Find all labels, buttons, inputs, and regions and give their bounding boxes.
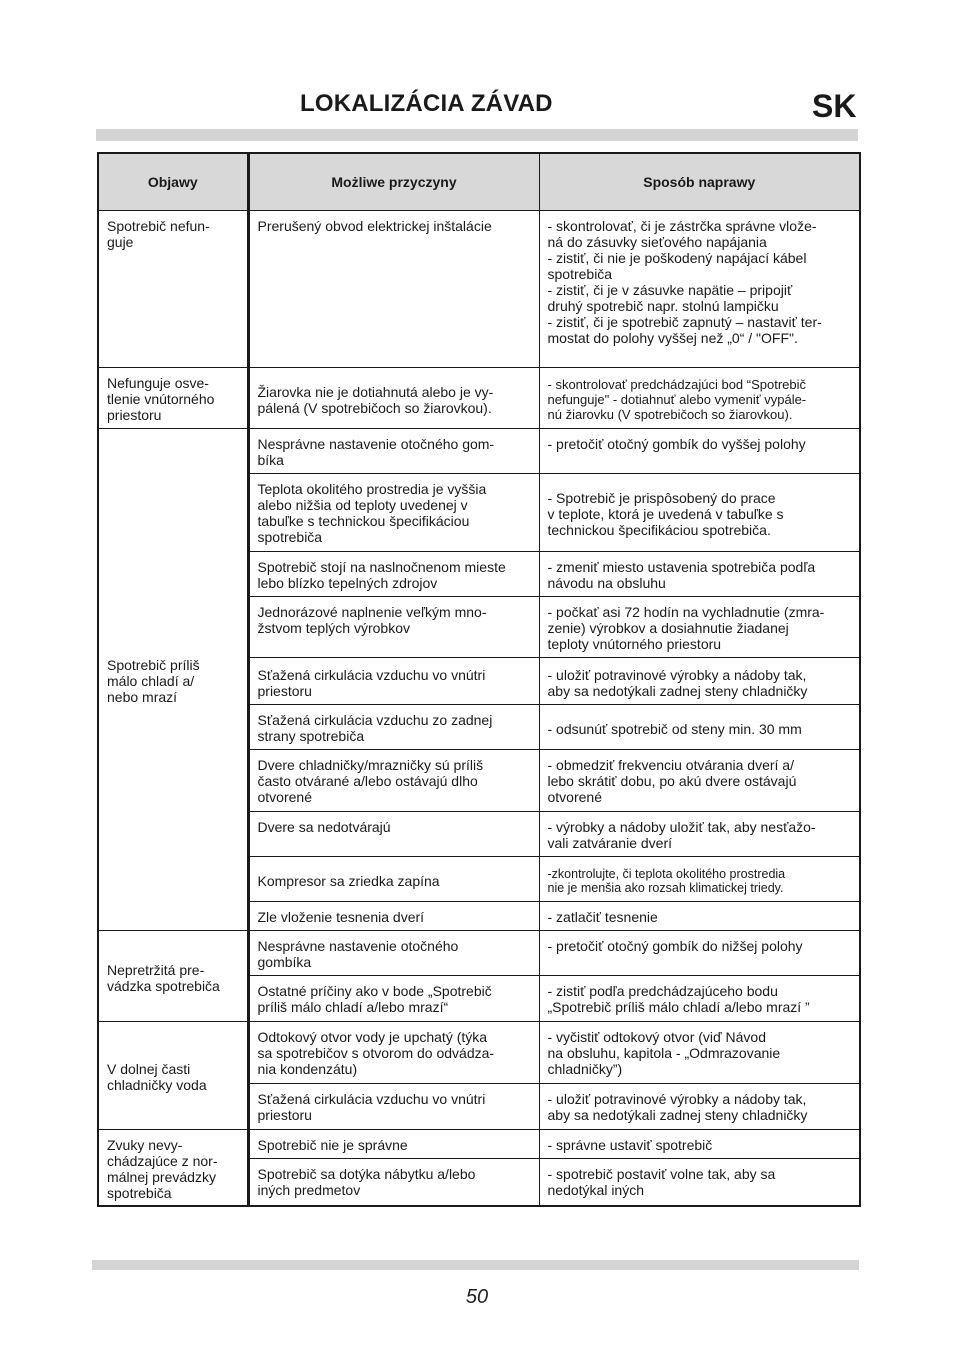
remedy-cell: - odsunúť spotrebič od steny min. 30 mm xyxy=(539,705,860,750)
header-divider xyxy=(96,129,858,141)
cause-cell: Sťažená cirkulácia vzduchu vo vnútri priestoru xyxy=(248,658,539,705)
table-row xyxy=(98,1022,860,1084)
cause-cell: Jednorázové naplnenie veľkým mno- žstvom teplých výrobkov xyxy=(248,597,539,658)
column-header-symptoms: Objawy xyxy=(98,153,248,211)
troubleshooting-table xyxy=(97,152,861,1207)
cause-cell: Spotrebič stojí na naslnočnenom mieste lebo blízko tepelných zdrojov xyxy=(248,552,539,597)
cause-cell: Ostatné príčiny ako v bode „Spotrebič príliš málo chladí a/lebo mrazí“ xyxy=(248,976,539,1022)
cause-cell: Odtokový otvor vody je upchatý (týka sa spotrebičov s otvorom do odvádza- nia kondenzátu) xyxy=(248,1022,539,1084)
remedy-cell: - správne ustaviť spotrebič xyxy=(539,1130,860,1159)
remedy-cell: - počkať asi 72 hodín na vychladnutie (zmra- zenie) výrobkov a dosiahnutie žiadanej teploty vnútorného priestoru xyxy=(539,597,860,658)
symptom-cell: Nefunguje osve- tlenie vnútorného priestoru xyxy=(98,368,248,429)
remedy-cell: - zatlačiť tesnenie xyxy=(539,902,860,931)
cause-cell: Prerušený obvod elektrickej inštalácie xyxy=(248,211,539,368)
table-row xyxy=(98,429,860,474)
symptom-cell: V dolnej časti chladničky voda xyxy=(98,1022,248,1130)
table-row xyxy=(98,1130,860,1159)
cause-cell: Sťažená cirkulácia vzduchu vo vnútri priestoru xyxy=(248,1084,539,1130)
remedy-cell: - vyčistiť odtokový otvor (viď Návod na obsluhu, kapitola - „Odmrazovanie chladničky”) xyxy=(539,1022,860,1084)
column-header-remedy: Sposób naprawy xyxy=(539,153,860,211)
remedy-cell: - uložiť potravinové výrobky a nádoby tak, aby sa nedotýkali zadnej steny chladničky xyxy=(539,1084,860,1130)
cause-cell: Žiarovka nie je dotiahnutá alebo je vy- pálená (V spotrebičoch so žiarovkou). xyxy=(248,368,539,429)
symptom-cell: Spotrebič príliš málo chladí a/ nebo mrazí xyxy=(98,429,248,931)
remedy-cell: - zmeniť miesto ustavenia spotrebiča podľa návodu na obsluhu xyxy=(539,552,860,597)
table-row xyxy=(98,931,860,976)
table-header-row xyxy=(98,153,860,211)
table-row xyxy=(98,211,860,368)
table-row xyxy=(98,368,860,429)
footer-divider xyxy=(92,1260,859,1270)
remedy-cell: - pretočiť otočný gombík do nižšej polohy xyxy=(539,931,860,976)
remedy-cell: - skontrolovať predchádzajúci bod “Spotrebič nefunguje" - dotiahnuť alebo vymeniť vypále- nú žiarovku (V spotrebičoch so žiarovkou). xyxy=(539,368,860,429)
language-code: SK xyxy=(812,88,857,124)
cause-cell: Spotrebič nie je správne xyxy=(248,1130,539,1159)
cause-cell: Sťažená cirkulácia vzduchu zo zadnej strany spotrebiča xyxy=(248,705,539,750)
cause-cell: Nesprávne nastavenie otočného gom- bíka xyxy=(248,429,539,474)
cause-cell: Zle vloženie tesnenia dverí xyxy=(248,902,539,931)
symptom-cell: Spotrebič nefun- guje xyxy=(98,211,248,368)
symptom-cell: Zvuky nevy- chádzajúce z nor- málnej prevádzky spotrebiča xyxy=(98,1130,248,1207)
remedy-cell: - spotrebič postaviť volne tak, aby sa nedotýkal iných xyxy=(539,1159,860,1206)
cause-cell: Spotrebič sa dotýka nábytku a/lebo iných predmetov xyxy=(248,1159,539,1206)
remedy-cell: - pretočiť otočný gombík do vyššej polohy xyxy=(539,429,860,474)
remedy-cell: -zkontrolujte, či teplota okolitého prostredia nie je menšia ako rozsah klimatickej triedy. xyxy=(539,857,860,902)
page-title: LOKALIZÁCIA ZÁVAD xyxy=(300,90,553,117)
cause-cell: Kompresor sa zriedka zapína xyxy=(248,857,539,902)
remedy-cell: - Spotrebič je prispôsobený do prace v teplote, ktorá je uvedená v tabuľke s technickou špecifikáciou spotrebiča. xyxy=(539,474,860,552)
cause-cell: Nesprávne nastavenie otočného gombíka xyxy=(248,931,539,976)
remedy-cell: - zistiť podľa predchádzajúceho bodu „Spotrebič príliš málo chladí a/lebo mrazí ” xyxy=(539,976,860,1022)
symptom-cell: Nepretržitá pre- vádzka spotrebiča xyxy=(98,931,248,1022)
remedy-cell: - uložiť potravinové výrobky a nádoby tak, aby sa nedotýkali zadnej steny chladničky xyxy=(539,658,860,705)
remedy-cell: - výrobky a nádoby uložiť tak, aby nesťažo- vali zatváranie dverí xyxy=(539,812,860,857)
column-header-causes: Możliwe przyczyny xyxy=(248,153,539,211)
page-number: 50 xyxy=(465,1286,489,1308)
cause-cell: Teplota okolitého prostredia je vyššia alebo nižšia od teploty uvedenej v tabuľke s technickou špecifikáciou spotrebiča xyxy=(248,474,539,552)
cause-cell: Dvere chladničky/mrazničky sú príliš často otvárané a/lebo ostávajú dlho otvorené xyxy=(248,750,539,812)
remedy-cell: - skontrolovať, či je zástrčka správne vlože- ná do zásuvky sieťového napájania - zistiť, či nie je poškodený napájací kábel spotrebiča - zistiť, či je v zásuvke napätie – pripojiť druhý spotrebič napr. stolnú lampičku - zistiť, či je spotrebič zapnutý – nastaviť ter- mostat do polohy vyššej než „0“ / "OFF". xyxy=(539,211,860,368)
cause-cell: Dvere sa nedotvárajú xyxy=(248,812,539,857)
remedy-cell: - obmedziť frekvenciu otvárania dverí a/ lebo skrátiť dobu, po akú dvere ostávajú otvorené xyxy=(539,750,860,812)
